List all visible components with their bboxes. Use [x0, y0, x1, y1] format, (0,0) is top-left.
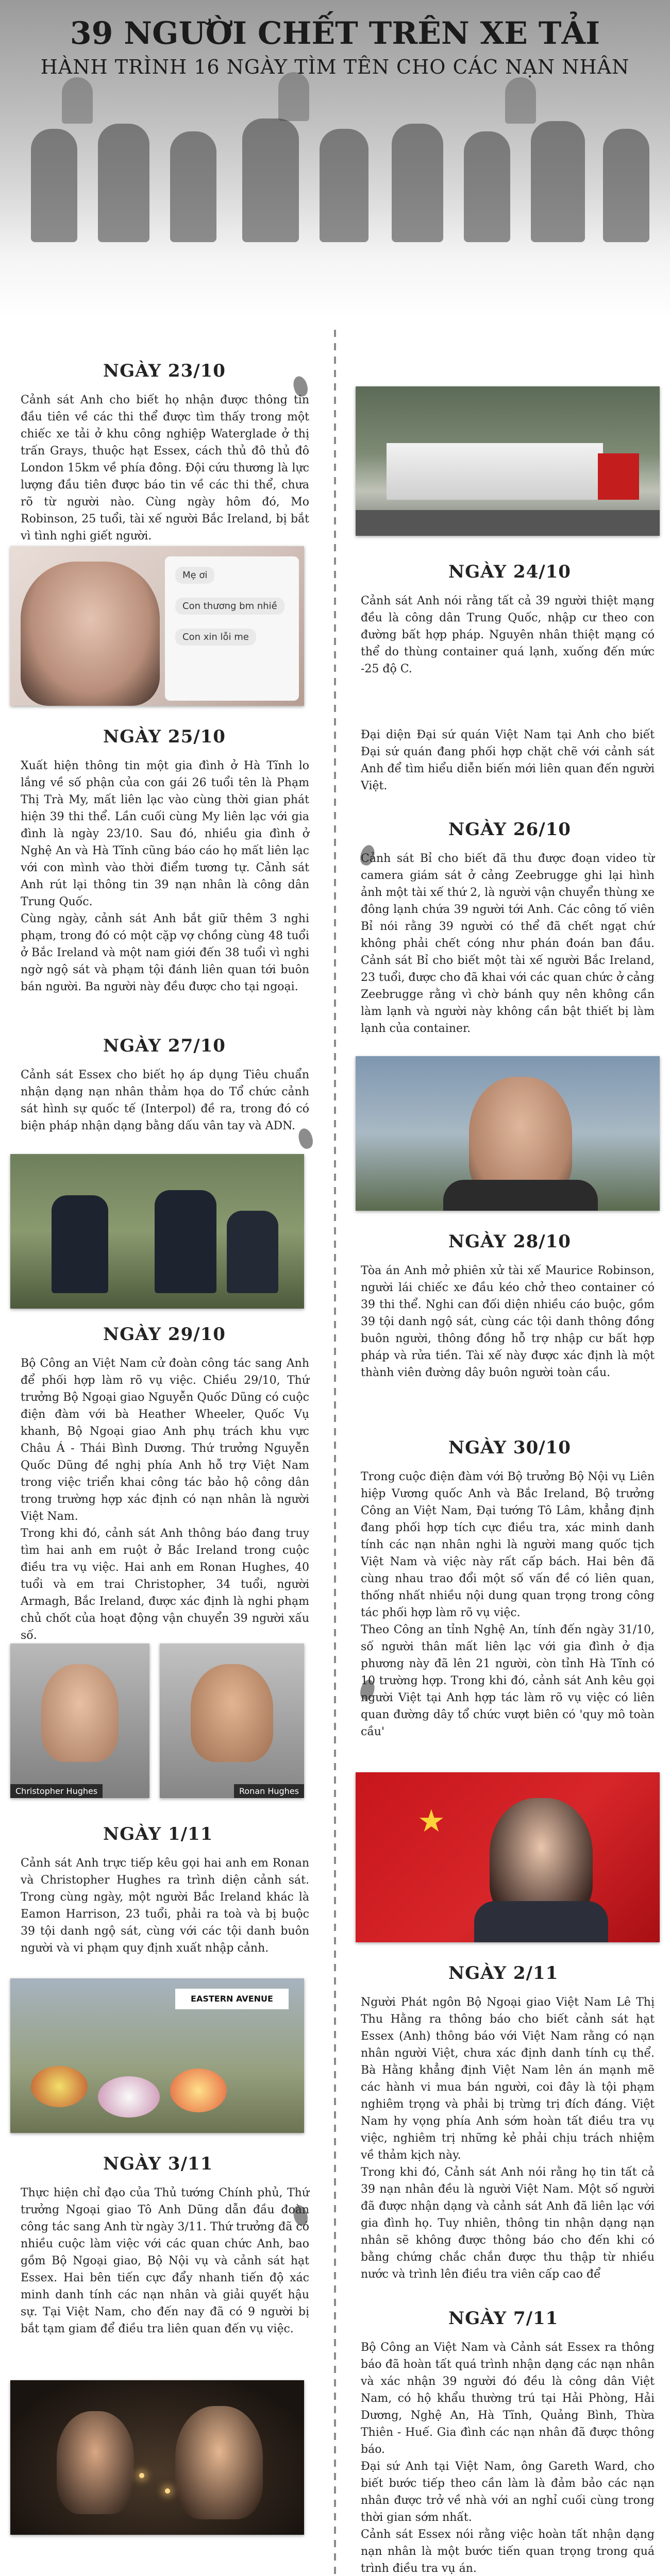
event-text-30-10: Trong cuộc điện đàm với Bộ trưởng Bộ Nội vụ Liên hiệp Vương quốc Anh và Bắc Ireland, Bộ trưởng Công an Việt Nam, Đại tướng Tô Lâm, khẳng định đang phối hợp tích cực điều tra, xác minh danh tính các nạn nhân nghi là người mang quốc tịch Việt Nam và việc này rất cấp bách. Hai bên đã cùng nhau trao đổi một số vấn đề có liên quan, thống nhất nhiều nội dung quan trọng trong công tác phối hợp làm rõ vụ việc. Theo Công an tỉnh Nghệ An, tính đến ngày 31/10, số người thân mất liên lạc với gia đình ở địa phương này đã lên 21 người, còn tỉnh Hà Tĩnh có 10 trường hợp. Trong khi đó, cảnh sát Anh kêu gọi người Việt tại Anh hợp tác làm rõ vụ việc có liên quan đường dây tổ chức vượt biên có 'quy mô toàn cầu' [361, 1470, 655, 1738]
event-text-embassy: Đại diện Đại sứ quán Việt Nam tại Anh cho biết Đại sứ quán đang phối hợp chặt chẽ với cảnh sát Anh để tìm hiểu diễn biến mới liên quan đến người Việt. [361, 728, 655, 792]
event-text-24-10: Cảnh sát Anh nói rằng tất cả 39 người thiệt mạng đều là công dân Trung Quốc, nhập cư theo con đường bất hợp pháp. Nguyên nhân thiệt mạng có thể do thùng container quá lạnh, xuống đến mức -25 độ C. [361, 595, 655, 675]
victim-chat-photo [10, 546, 304, 706]
spokesperson-photo [356, 1772, 660, 1942]
header-banner [0, 0, 670, 319]
date-1-11: NGÀY 1/11 [103, 1824, 213, 1844]
driver-photo [356, 1056, 660, 1211]
date-2-11: NGÀY 2/11 [448, 1963, 559, 1984]
truck-photo [356, 386, 660, 536]
date-3-11: NGÀY 3/11 [103, 2154, 213, 2174]
suspect-photo-christopher [10, 1643, 149, 1798]
star-icon: ★ [417, 1803, 445, 1839]
date-26-10: NGÀY 26/10 [448, 819, 571, 840]
event-text-1-11: Cảnh sát Anh trực tiếp kêu gọi hai anh em Ronan và Christopher Hughes ra trình diện cảnh sát. Trong cùng ngày, một người Bắc Ireland khác là Eamon Harrison, 23 tuổi, phải ra toà và bị buộc 39 tội danh ngộ sát, cùng với các tội danh buôn người và vi phạm quy định xuất nhập cảnh. [21, 1857, 309, 1955]
chat-bubble: Con thương bm nhiề [175, 598, 284, 615]
date-28-10: NGÀY 28/10 [448, 1231, 571, 1252]
event-text-26-10: Cảnh sát Bỉ cho biết đã thu được đoạn video từ camera giám sát ở cảng Zeebrugge ghi lại hình ảnh một tài xế thứ 2, là người vận chuyển thùng xe đông lạnh chứa 39 người tới Anh. Các công tố viên Bỉ nói rằng 39 người có thể đã chết ngạt chứ không phải chết cóng như phán đoán ban đầu. Cảnh sát Bỉ cho biết một tài xế người Bắc Ireland, 23 tuổi, được cho đã khai với các quan chức ở cảng Zeebrugge rằng vì chờ bánh quy nên không cần làm lạnh và người này không cần bật thiết bị làm lạnh của container. [361, 852, 655, 1035]
suspect-photo-ronan [160, 1643, 304, 1798]
page-title: 39 NGƯỜI CHẾT TRÊN XE TẢI [70, 15, 600, 52]
date-24-10: NGÀY 24/10 [448, 562, 571, 582]
page-subtitle: HÀNH TRÌNH 16 NGÀY TÌM TÊN CHO CÁC NẠN NHÂN [40, 56, 630, 78]
date-25-10: NGÀY 25/10 [103, 726, 226, 747]
date-29-10: NGÀY 29/10 [103, 1324, 226, 1345]
chat-bubble: Con xin lỗi me [175, 629, 256, 646]
photo-caption: Christopher Hughes [10, 1784, 103, 1798]
chat-bubble: Mẹ ơi [175, 567, 214, 584]
flowers-memorial-photo [10, 1978, 304, 2133]
event-text-3-11: Thực hiện chỉ đạo của Thủ tướng Chính phủ, Thứ trưởng Ngoại giao Tô Anh Dũng dẫn đầu đoàn công tác sang Anh từ ngày 3/11. Thứ trưởng đã có nhiều cuộc làm việc với các quan chức Anh, bao gồm Bộ Ngoại giao, Bộ Nội vụ và cảnh sát hạt Essex. Hai bên tiến cực đẩy nhanh tiến độ xác minh danh tính các nạn nhân và giải quyết hậu sự. Tại Việt Nam, cho đến nay đã có 9 người bị bắt tạm giam để điều tra liên quan đến vụ việc. [21, 2187, 309, 2335]
date-7-11: NGÀY 7/11 [448, 2308, 559, 2329]
street-sign: EASTERN AVENUE [175, 1989, 289, 2009]
photo-caption: Ronan Hughes [234, 1784, 304, 1798]
date-23-10: NGÀY 23/10 [103, 361, 226, 381]
vigil-photo [10, 2380, 304, 2535]
event-text-27-10: Cảnh sát Essex cho biết họ áp dụng Tiêu chuẩn nhận dạng nạn nhân thảm họa do Tổ chức cảnh sát hình sự quốc tế (Interpol) đề ra, trong đó có biện pháp nhận dạng bằng dấu vân tay và ADN. [21, 1069, 309, 1132]
event-text-7-11: Bộ Công an Việt Nam và Cảnh sát Essex ra thông báo đã hoàn tất quá trình nhận dạng các nạn nhân và xác nhận 39 người đó đều là công dân Việt Nam, có hộ khẩu thường trú tại Hải Phòng, Hải Dương, Nghệ An, Hà Tĩnh, Quảng Bình, Thừa Thiên - Huế. Gia đình các nạn nhân đã được thông báo. Đại sứ Anh tại Việt Nam, ông Gareth Ward, cho biết bước tiếp theo cần làm là đảm bảo các nạn nhân được trở về nhà với an nghỉ cuối cùng trong thời gian sớm nhất. Cảnh sát Essex nói rằng việc hoàn tất nhận dạng nạn nhân là một bước tiến quan trọng trong quá trình điều tra vụ án. [361, 2341, 655, 2575]
timeline-line [334, 330, 336, 2576]
event-text-23-10: Cảnh sát Anh cho biết họ nhận được thông tin đầu tiên về các thi thể được tìm thấy trong một chiếc xe tải ở khu công nghiệp Waterglade ở thị trấn Grays, thuộc hạt Essex, cách thủ đô thủ đô London 15km về phía đông. Đội cứu thương là lực lượng đầu tiên được báo tin về các thi thể, chưa rõ từ người nào. Cùng ngày hôm đó, Mo Robinson, 25 tuổi, tài xế người Bắc Ireland, bị bắt vì tình nghi giết người. [21, 394, 309, 543]
event-text-2-11: Người Phát ngôn Bộ Ngoại giao Việt Nam Lê Thị Thu Hằng ra thông báo cho biết cảnh sát hạt Essex (Anh) thông báo với Việt Nam rằng có nạn nhân người Việt, chưa xác định danh tính cụ thể. Bà Hằng khẳng định Việt Nam lên án mạnh mẽ các hành vi mua bán người, coi đây là tội phạm nghiêm trọng và phải bị trừng trị đích đáng. Việt Nam hy vọng phía Anh sớm hoàn tất điều tra vụ việc, nghiêm trị những kẻ phải chịu trách nhiệm về thảm kịch này. Trong khi đó, Cảnh sát Anh nói rằng họ tin tất cả 39 nạn nhân đều là người Việt Nam. Một số người đã được nhận dạng và cảnh sát Anh đã liên lạc với gia đình họ. Tuy nhiên, thông tin nhận dạng nạn nhân sẽ không được thông báo cho đến khi có bằng chứng chắc chắn được thu thập từ nhiều nước và trình lên điều tra viên cấp cao để [361, 1996, 655, 2281]
date-27-10: NGÀY 27/10 [103, 1036, 226, 1056]
event-text-29-10: Bộ Công an Việt Nam cử đoàn công tác sang Anh để phối hợp làm rõ vụ việc. Chiều 29/10, Thứ trưởng Bộ Ngoại giao Nguyễn Quốc Dũng có cuộc điện đàm với bà Heather Wheeler, Quốc Vụ khanh, Bộ Ngoại giao Anh phụ trách khu vực Châu Á - Thái Bình Dương. Thứ trưởng Nguyễn Quốc Dũng đề nghị phía Anh hỗ trợ Việt Nam trong việc triển khai công tác bảo hộ công dân trong trường hợp xác định có nạn nhân là người Việt Nam. Trong khi đó, cảnh sát Anh thông báo đang truy tìm hai anh em ruột ở Bắc Ireland trong cuộc điều tra vụ việc. Hai anh em Ronan Hughes, 40 tuổi và em trai Christopher, 34 tuổi, người Armagh, Bắc Ireland, được xác định là nghi phạm chủ chốt của hoạt động vận chuyển 39 người xấu số. [21, 1357, 309, 1642]
event-text-28-10: Tòa án Anh mở phiên xử tài xế Maurice Robinson, người lái chiếc xe đầu kéo chở theo container có 39 thi thể. Nghi can đối diện nhiều cáo buộc, gồm 39 tội danh ngộ sát, cùng các tội danh thông đồng buôn người, thông đồng hỗ trợ nhập cư bất hợp pháp và rửa tiền. Tài xế này được xác định là một thành viên đường dây buôn người toàn cầu. [361, 1264, 655, 1379]
date-30-10: NGÀY 30/10 [448, 1437, 571, 1458]
event-text-25-10: Xuất hiện thông tin một gia đình ở Hà Tĩnh lo lắng về số phận của con gái 26 tuổi tên là Phạm Thị Trà My, mất liên lạc vào cùng thời gian phát hiện 39 thi thể. Lần cuối cùng My liên lạc với gia đình là ngày 23/10. Sau đó, nhiều gia đình ở Nghệ An và Hà Tĩnh cũng báo cáo họ mất liên lạc với con mình vào thời điểm tương tự. Cảnh sát Anh rút lại thông tin 39 nạn nhân là công dân Trung Quốc. Cùng ngày, cảnh sát Anh bắt giữ thêm 3 nghi phạm, trong đó có một cặp vợ chồng cùng 48 tuổi ở Bắc Ireland và một nam giới đến 38 tuổi vì nghi ngờ ngộ sát và phạm tội đánh liên quan tới buôn bán người. Ba người này đều được cho tại ngoại. [21, 759, 309, 993]
police-search-photo [10, 1154, 304, 1309]
